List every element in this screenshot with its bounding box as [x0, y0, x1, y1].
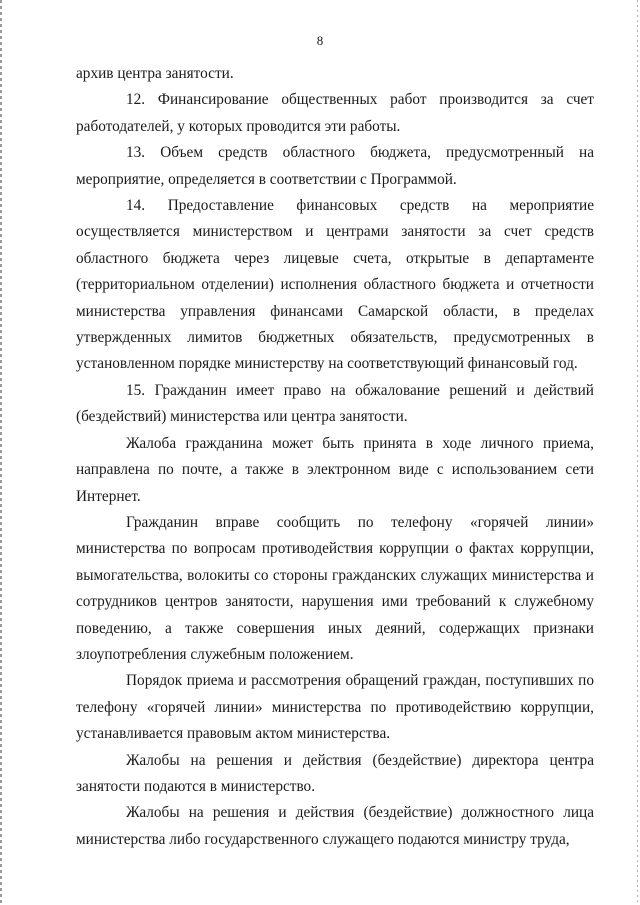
paragraph-13: 13. Объем средств областного бюджета, предусмотренный на мероприятие, определяется в соответствии с Программой. — [76, 144, 594, 188]
paragraph-15: 15. Гражданин имеет право на обжалование решений и действий (бездействий) министерства или центра занятости. — [76, 381, 594, 426]
paragraph-continuation: архив центра занятости. — [76, 65, 234, 82]
scan-edge-right — [637, 0, 638, 905]
paragraph-hotline: Гражданин вправе сообщить по телефону «горячей линии» министерства по вопросам противодействия коррупции о фактах коррупции, вымогательства, волокиты со стороны гражданских служащих министерства и сотрудников центров занятости, нарушения ими требований к служебному поведению, а также совершения иных деяний, содержащих признаки злоупотребления служебным положением. — [76, 513, 594, 663]
scan-edge-left — [0, 0, 2, 905]
paragraph-14: 14. Предоставление финансовых средств на мероприятие осуществляется министерством и центрами занятости за счет средств областного бюджета через лицевые счета, открытые в департаменте (территориальном отделении) исполнения областного бюджета и отчетности министерства управления финансами Самарской области, в пределах утвержденных лимитов бюджетных обязательств, предусмотренных в установленном порядке министерству на соответствующий финансовый год. — [76, 197, 594, 373]
paragraph-director-complaints: Жалобы на решения и действия (бездействие) директора центра занятости подаются в министерство. — [76, 751, 594, 795]
paragraph-12: 12. Финансирование общественных работ производится за счет работодателей, у которых проводится эти работы. — [76, 91, 594, 135]
page-number: 8 — [316, 33, 324, 48]
paragraph-hotline-procedure: Порядок приема и рассмотрения обращений граждан, поступивших по телефону «горячей линии» министерства по противодействию коррупции, устанавливается правовым актом министерства. — [76, 672, 594, 743]
paragraph-complaint: Жалоба гражданина может быть принята в ходе личного приема, направлена по почте, а также в электронном виде с использованием сети Интернет. — [76, 434, 594, 505]
paragraph-official-complaints: Жалобы на решения и действия (бездействие) должностного лица министерства либо государственного служащего подаются министру труда, — [76, 804, 594, 848]
document-body — [76, 61, 594, 853]
